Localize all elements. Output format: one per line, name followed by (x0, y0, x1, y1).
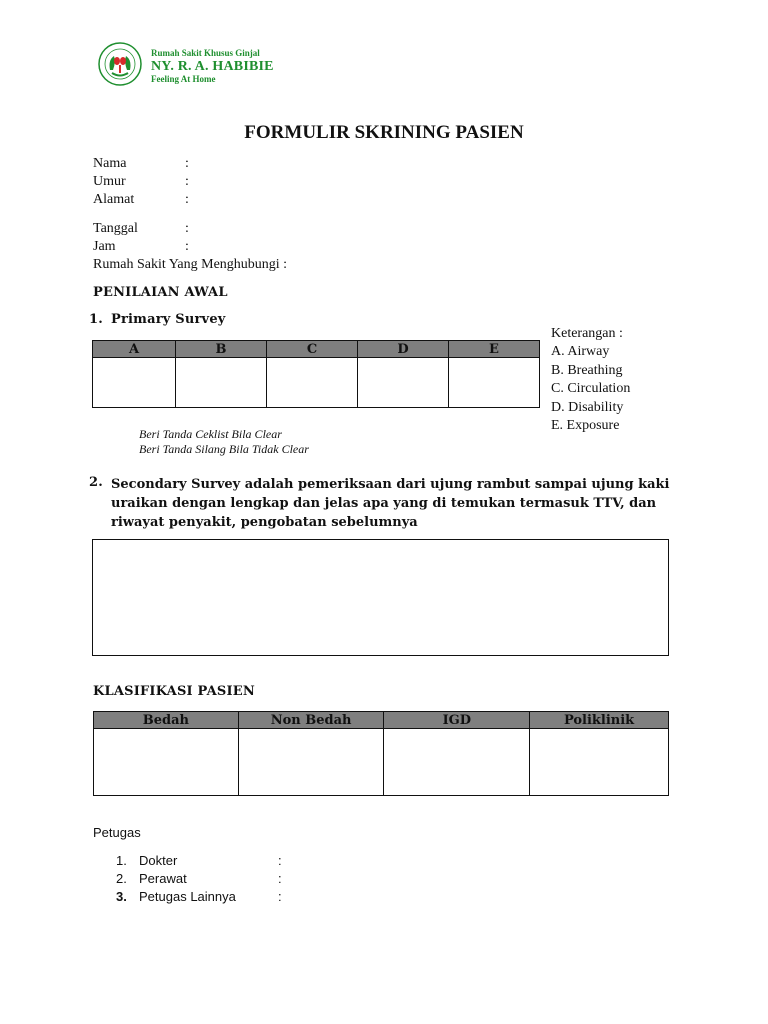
classification-cell-bedah[interactable] (94, 729, 239, 796)
hospital-type: Rumah Sakit Khusus Ginjal (151, 48, 260, 58)
primary-survey-col-e: E (449, 341, 540, 358)
primary-survey-title: Primary Survey (111, 312, 226, 327)
primary-survey-col-b: B (176, 341, 267, 358)
primary-survey-col-a: A (93, 341, 176, 358)
primary-survey-cell-a[interactable] (93, 358, 176, 408)
classification-entry-row (94, 729, 669, 796)
secondary-survey-number: 2. (89, 475, 103, 490)
staff-number-1: 1. (116, 853, 127, 868)
classification-col-bedah: Bedah (94, 712, 239, 729)
legend-item-disability: D. Disability (551, 399, 624, 415)
staff-label-petugas-lainnya: Petugas Lainnya (139, 889, 236, 904)
legend-item-breathing: B. Breathing (551, 362, 623, 378)
legend-item-circulation: C. Circulation (551, 381, 631, 397)
classification-table (93, 711, 669, 796)
section-heading-klasifikasi: KLASIFIKASI PASIEN (93, 684, 255, 699)
primary-survey-cell-c[interactable] (267, 358, 358, 408)
primary-survey-cell-e[interactable] (449, 358, 540, 408)
legend-item-exposure: E. Exposure (551, 418, 620, 434)
staff-label-perawat: Perawat (139, 871, 187, 886)
secondary-survey-textbox[interactable] (92, 539, 669, 656)
classification-col-igd: IGD (384, 712, 530, 729)
classification-cell-non-bedah[interactable] (238, 729, 384, 796)
legend (551, 325, 630, 435)
field-input-jam[interactable]: : (185, 239, 189, 254)
field-referring-hospital[interactable]: Rumah Sakit Yang Menghubungi : (93, 257, 288, 272)
legend-title: Keterangan : (551, 326, 623, 341)
staff-heading: Petugas (93, 825, 141, 840)
classification-col-non-bedah: Non Bedah (238, 712, 384, 729)
staff-input-perawat[interactable]: : (278, 871, 282, 886)
primary-survey-cell-b[interactable] (176, 358, 267, 408)
staff-input-dokter[interactable]: : (278, 853, 282, 868)
primary-survey-number: 1. (89, 312, 103, 327)
field-input-alamat[interactable]: : (185, 192, 189, 207)
legend-item-airway: A. Airway (551, 344, 610, 360)
primary-survey-header-row (93, 341, 540, 358)
section-heading-penilaian-awal: PENILAIAN AWAL (93, 285, 228, 300)
note-checklist-clear: Beri Tanda Ceklist Bila Clear (139, 427, 282, 441)
form-title: FORMULIR SKRINING PASIEN (244, 122, 524, 143)
primary-survey-cell-d[interactable] (358, 358, 449, 408)
field-label-umur: Umur (93, 174, 126, 189)
primary-survey-col-d: D (358, 341, 449, 358)
classification-col-poliklinik: Poliklinik (530, 712, 669, 729)
field-label-jam: Jam (93, 239, 116, 254)
field-input-nama[interactable]: : (185, 156, 189, 171)
field-label-alamat: Alamat (93, 192, 135, 207)
classification-cell-igd[interactable] (384, 729, 530, 796)
logo-emblem-icon (96, 40, 148, 90)
hospital-brand (151, 48, 274, 85)
primary-survey-table (92, 340, 540, 408)
staff-number-2: 2. (116, 871, 127, 886)
staff-input-petugas-lainnya[interactable]: : (278, 889, 282, 904)
field-input-tanggal[interactable]: : (185, 221, 189, 236)
hospital-name: NY. R. A. HABIBIE (151, 59, 274, 74)
note-cross-not-clear: Beri Tanda Silang Bila Tidak Clear (139, 442, 309, 456)
primary-survey-col-c: C (267, 341, 358, 358)
field-label-tanggal: Tanggal (93, 221, 138, 236)
staff-label-dokter: Dokter (139, 853, 178, 868)
field-input-umur[interactable]: : (185, 174, 189, 189)
staff-number-3: 3. (116, 889, 127, 904)
classification-cell-poliklinik[interactable] (530, 729, 669, 796)
classification-header-row (94, 712, 669, 729)
primary-survey-entry-row (93, 358, 540, 408)
hospital-tagline: Feeling At Home (151, 74, 216, 84)
secondary-survey-instructions: Secondary Survey adalah pemeriksaan dari ujung rambut sampai ujung kaki uraikan dengan lengkap dan jelas apa yang di temukan termasuk TTV, dan riwayat penyakit, pengobatan sebelumnya (111, 477, 670, 530)
field-label-nama: Nama (93, 156, 127, 171)
